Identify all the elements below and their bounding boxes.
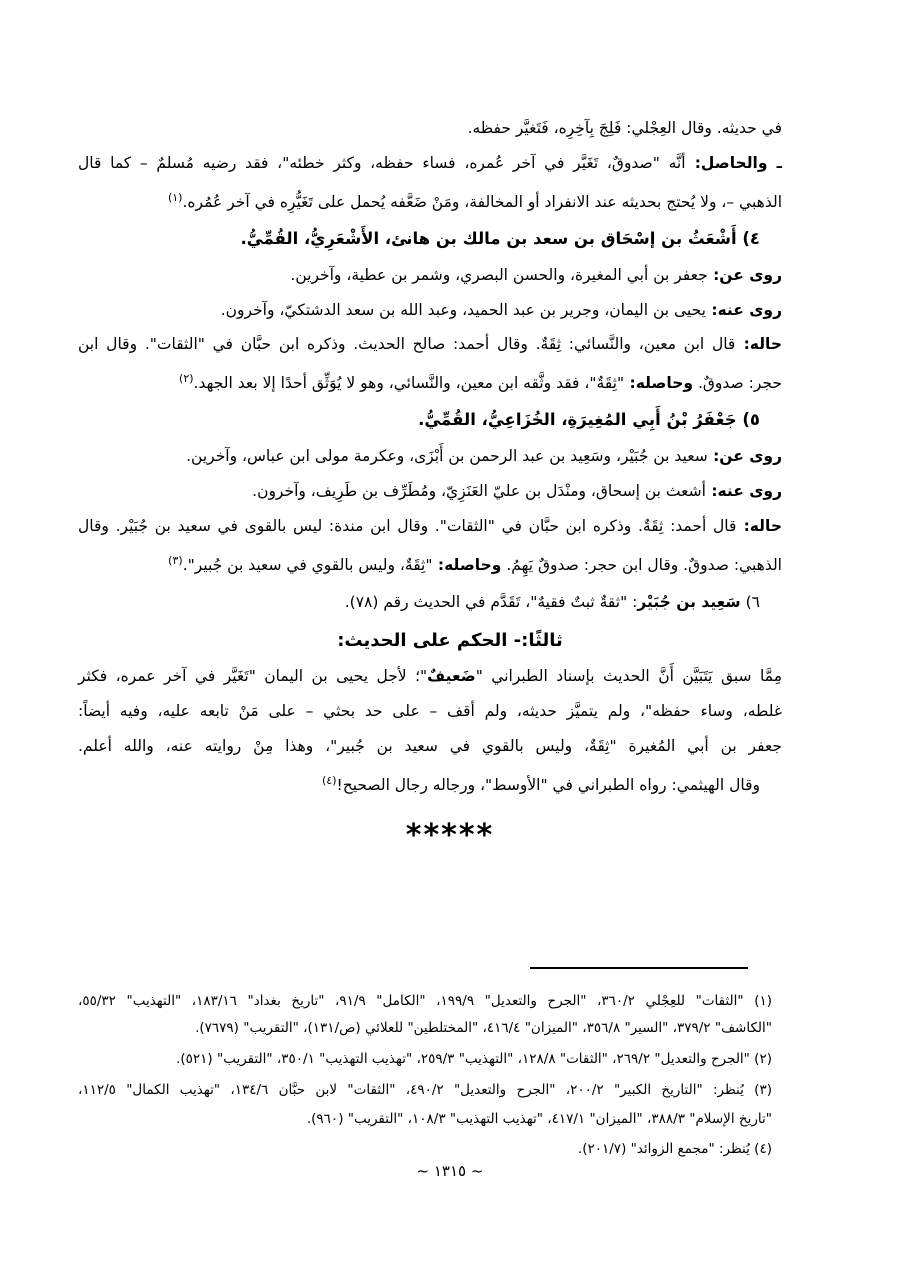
- narrator-heading-4: ٤) أَشْعَثُ بن إسْحَاق بن سعد بن مالك بن هانئ، الأَشْعَرِيُّ، القُمِّيُّ.: [240, 229, 760, 248]
- footnote-ref-4: (٤): [321, 774, 337, 787]
- footnote-ref-3: (٣): [168, 554, 183, 567]
- narrator-4-rawa-anhu: روى عنه: يحيى بن اليمان، وجرير بن عبد الحميد، وعبد الله بن سعد الدشتكيّ، وآخرون.: [220, 301, 782, 319]
- section-title: ثالثًا:- الحكم على الحديث:: [337, 630, 563, 651]
- footnote-4: (٤) يُنظر: "مجمع الزوائد" (٢٠١/٧).: [577, 1141, 772, 1157]
- narrator-4-rawa-an: روى عن: جعفر بن أبي المغيرة، والحسن البصري، وشمر بن عطية، وآخرين.: [290, 266, 782, 284]
- page-number: ~ ١٣١٥ ~: [416, 1162, 484, 1180]
- footnote-3-cont: "تاريخ الإسلام" ٣٨٨/٣، "الميزان" ٤١٧/١، "تهذيب التهذيب" ١٠٨/٣، "التقريب" (٩٦٠).: [306, 1111, 772, 1127]
- text-line: الذهبي –، ولا يُحتج بحديثه عند الانفراد أو المخالفة، ومَنْ ضَعَّفه يُحمل على تَغَيُّرِه في آخر عُمُره.$^{(١)}$: [167, 191, 782, 212]
- narrator-4-haluhu-cont: حجر: صدوقٌ. وحاصله: "ثِقَةٌ"، فقد وثَّقه ابن معين، والنَّسائي، وهو لا يُوَثِّق أحدًا إلا بعد الجهد.$^{(٢)}$: [179, 372, 782, 393]
- text-line: غلطه، وساء حفظه"، ولم يتميَّز حديثه، ولم أقف – على حد بحثي – على مَنْ تابعه عليه، وفيه أيضاً:: [78, 702, 782, 720]
- paragraph-hasil: [78, 153, 782, 173]
- narrator-5-haluhu: حاله: قال أحمد: ثِقَةٌ. وذكره ابن حبَّان في "الثقات". وقال ابن مندة: ليس بالقوى في سعيد بن جُبَيْر. وقال: [78, 517, 782, 535]
- footnote-divider: [530, 967, 748, 969]
- ruling-paragraph: مِمَّا سبق يَتَبَيَّن أَنَّ الحديث بإسناد الطبراني "ضَعيفٌ"؛ لأجل يحيى بن اليمان "تَغَيَّر في آخر عمره، فكثر: [78, 667, 782, 685]
- footnote-1: (١) "الثقات" للعِجْلي ٣٦٠/٢، "الجرح والتعديل" ١٩٩/٩، "الكامل" ٩١/٩، "تاريخ بغداد" ١٨٣/١٦، "التهذيب" ٥٥/٣٢،: [78, 993, 773, 1009]
- footnote-ref-1: (١): [167, 191, 183, 204]
- footnote-2: (٢) "الجرح والتعديل" ٢٦٩/٢، "الثقات" ١٢٨/٨، "التهذيب" ٢٥٩/٣، "تهذيب التهذيب" ٣٥٠/١، "التقريب" (٥٢١).: [176, 1051, 772, 1067]
- narrator-5-haluhu-cont: الذهبي: صدوقٌ. وقال ابن حجر: صدوقٌ يَهِمُ. وحاصله: "ثِقَةٌ، وليس بالقوي في سعيد بن جُبير".$^{(٣)}$: [168, 554, 782, 575]
- narrator-5-rawa-an: روى عن: سعيد بن جُبَيْر، وسَعِيد بن عبد الرحمن بن أَبْزَى، وعكرمة مولى ابن عباس، وآخرين.: [186, 447, 782, 465]
- footnote-3: (٣) يُنظر: "التاريخ الكبير" ٢٠٠/٢، "الجرح والتعديل" ٤٩٠/٢، "الثقات" لابن حبَّان ١٣٤/٦، "تهذيب الكمال" ١١٢/٥،: [78, 1082, 772, 1098]
- section-separator: *****: [405, 818, 495, 853]
- narrator-heading-6: ٦) سَعِيد بن جُبَيْر: "ثقةٌ ثبتٌ فقيهٌ"، تَقَدَّم في الحديث رقم (٧٨).: [344, 593, 760, 611]
- footnote-ref-2: (٢): [179, 372, 194, 385]
- narrator-heading-5: ٥) جَعْفَرُ بْنُ أَبِي المُغِيرَةِ، الخُزَاعِيُّ، القُمِّيُّ.: [418, 410, 760, 429]
- text-line: جعفر بن أبي المُغيرة "ثِقَةٌ، وليس بالقوي في سعيد بن جُبير"، وهذا مِنْ روايته عنه، والله أعلم.: [78, 737, 782, 755]
- narrator-5-rawa-anhu: روى عنه: أشعث بن إسحاق، ومنْدَل بن عليّ العَنَزِيّ، ومُطَرِّف بن طَرِيف، وآخرون.: [252, 482, 782, 500]
- narrator-4-haluhu: حاله: قال ابن معين، والنَّسائي: ثِقَةٌ. وقال أحمد: صالح الحديث. وذكره ابن حبَّان في "الثقات". وقال ابن: [78, 335, 783, 353]
- label-hasil: ـ والحاصل:: [685, 154, 782, 172]
- text-line: أنَّه "صدوقٌ، تَغَيَّر في آخر عُمره، فساء حفظه، وكثر خطئه"، فقد رضيه مُسلمٌ – كما قال: [78, 154, 686, 172]
- footnote-1-cont: "الكاشف" ٣٧٩/٢، "السير" ٣٥٦/٨، "الميزان" ٤١٦/٤، "المختلطين" للعلائي (ص/١٣١)، "التقريب" (٧٦٧٩).: [195, 1020, 772, 1036]
- haythami-line: وقال الهيثمي: رواه الطبراني في "الأوسط"، ورجاله رجال الصحيح!$^{(٤)}$: [321, 774, 760, 795]
- text-line: في حديثه. وقال العِجْلي: فَلِجَ بِآخِرِه، فَتَغيَّر حفظه.: [467, 119, 782, 137]
